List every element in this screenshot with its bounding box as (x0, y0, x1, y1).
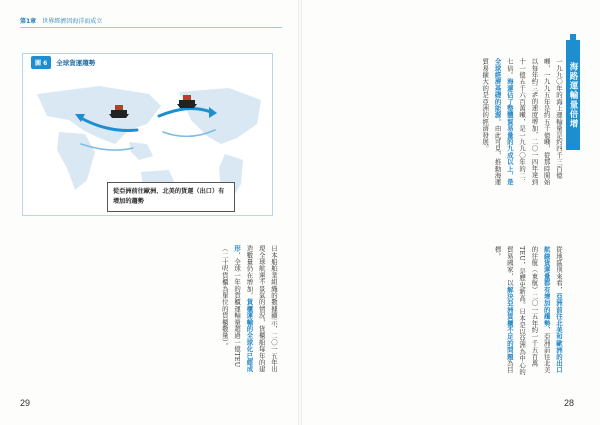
text-segment: 。由此可見，推動海運貿易擴大的是亞洲的經濟發展。 (481, 58, 502, 186)
land-eurasia (37, 86, 161, 144)
header-rule (20, 27, 282, 28)
land-africa (57, 132, 95, 190)
land-southeast-asia (129, 142, 153, 160)
highlight-text: 海運佔了整體貿易量的九成以上，是全球經濟基礎的能源 (493, 58, 514, 186)
figure-badge: 圖 6 (31, 56, 51, 69)
book-spine (298, 0, 302, 425)
text-segment: 日本船舶業組織的數據顯示，二〇一五年出現全球航運不景氣的情況，貨櫃船每年的建造數量仍在增加， (245, 245, 278, 373)
figure-cargo-trend (22, 53, 273, 216)
text-segment: ，全球一年的貨櫃運輸量超過一億TEU（二十呎貨櫃為單位的貨櫃數量）。 (220, 245, 242, 368)
figure-header (23, 54, 95, 70)
highlight-text: 亞洲前往北美和歐洲的出口航線貨運量都有增加的趨勢 (542, 246, 563, 374)
figure-note: 從亞洲前往歐洲、北美的貨運（出口）有增加的趨勢 (107, 182, 235, 212)
text-segment: 從地區別來看， (555, 246, 563, 293)
page-number-right: 28 (564, 398, 575, 408)
chapter-tag: 第1章 (20, 18, 37, 25)
text-segment: ，亞洲前往北美的往航（東航）二〇一五年約一千五百萬TEU，是歷史新高。日本是以亞洲為中心的貿易國家，以 (505, 246, 551, 376)
highlight-text: 解決亞洲貨櫃不足的問題 (505, 286, 514, 360)
body-text-left (30, 245, 280, 373)
highlight-text: 貨櫃運輸的全球化已經成形 (233, 245, 254, 373)
text-segment: 為目標。 (493, 246, 514, 374)
chapter-title: 世界經濟因海洋而成立 (42, 18, 103, 25)
section-title: 海路運輸量倍增 (566, 40, 580, 150)
figure-title: 全球貨運趨勢 (56, 58, 96, 67)
running-header (20, 16, 102, 25)
text-segment: 一九九〇年的海上運輸量是約四千三百億噸，一九九五年是約五千億噸，從那時開始以每年約三%的速度增加，二〇一四年達到十一億五千六百萬噸，是一九九〇年的二．七倍。 (505, 58, 563, 186)
body-text-right-lower (335, 246, 565, 376)
page-number-left: 29 (20, 398, 31, 408)
body-text-right-upper (335, 58, 565, 189)
